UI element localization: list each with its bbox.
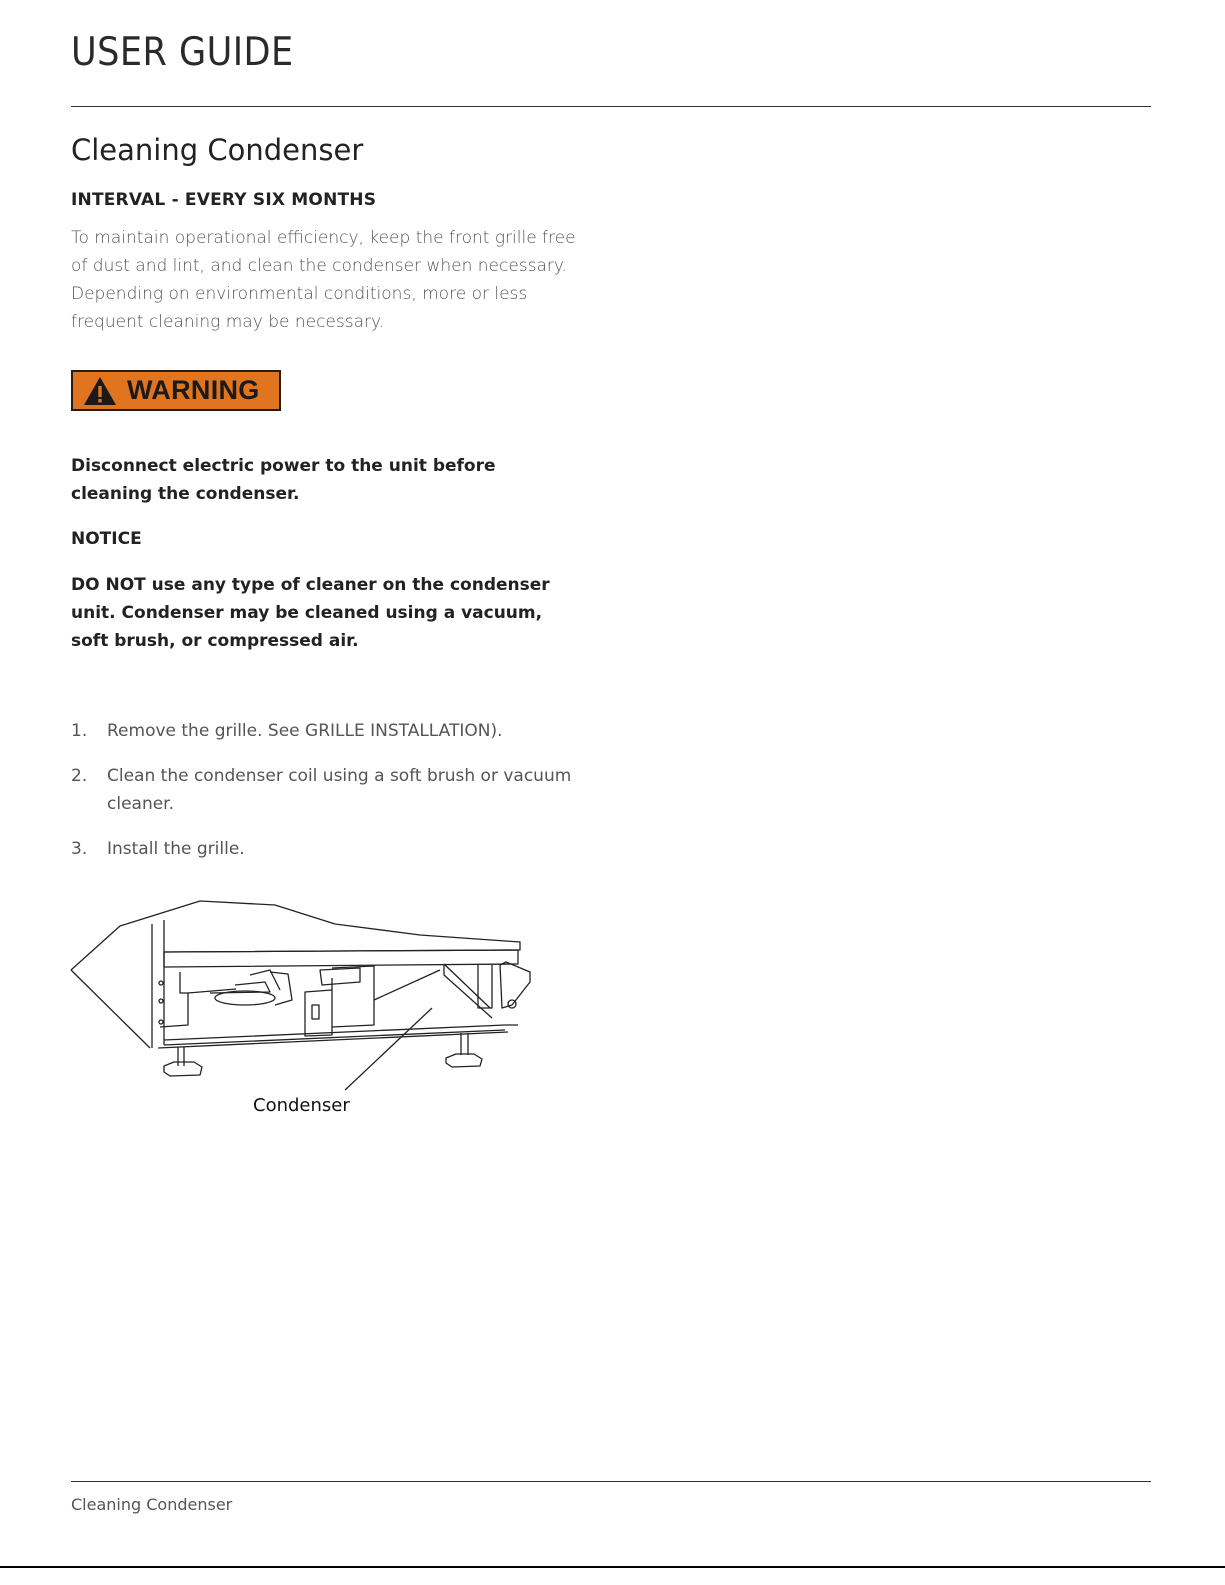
condenser-illustration <box>60 890 550 1130</box>
warning-triangle-icon <box>83 376 117 406</box>
page-header-title: USER GUIDE <box>71 30 294 75</box>
step-number: 3. <box>71 839 88 859</box>
notice-text: DO NOT use any type of cleaner on the condenser unit. Condenser may be cleaned using a vacuum, soft brush, or compressed air. <box>71 575 550 651</box>
header-divider <box>71 106 1151 107</box>
list-item <box>71 762 581 818</box>
footer-divider <box>71 1481 1151 1482</box>
step-text: Install the grille. <box>107 839 245 859</box>
step-text: Clean the condenser coil using a soft brush or vacuum cleaner. <box>107 766 572 814</box>
section-title: Cleaning Condenser <box>71 133 364 167</box>
warning-text: Disconnect electric power to the unit before cleaning the condenser. <box>71 456 496 504</box>
condenser-callout-label: Condenser <box>253 1095 350 1116</box>
notice-label: NOTICE <box>71 529 142 549</box>
list-item <box>71 717 581 745</box>
intro-paragraph: To maintain operational efficiency, keep the front grille free of dust and lint, and clean the condenser when necessary. Depending on environmental conditions, more or less frequent cleaning may be necessary. <box>71 228 576 332</box>
steps-list <box>71 717 581 880</box>
step-number: 1. <box>71 721 88 741</box>
step-text: Remove the grille. See GRILLE INSTALLATION). <box>107 721 503 741</box>
warning-label: WARNING <box>127 375 260 405</box>
footer-text: Cleaning Condenser <box>71 1495 233 1514</box>
step-number: 2. <box>71 766 88 786</box>
list-item <box>71 835 581 863</box>
interval-heading: INTERVAL - EVERY SIX MONTHS <box>71 190 377 210</box>
warning-badge <box>71 370 281 411</box>
page-edge-divider <box>0 1566 1225 1568</box>
